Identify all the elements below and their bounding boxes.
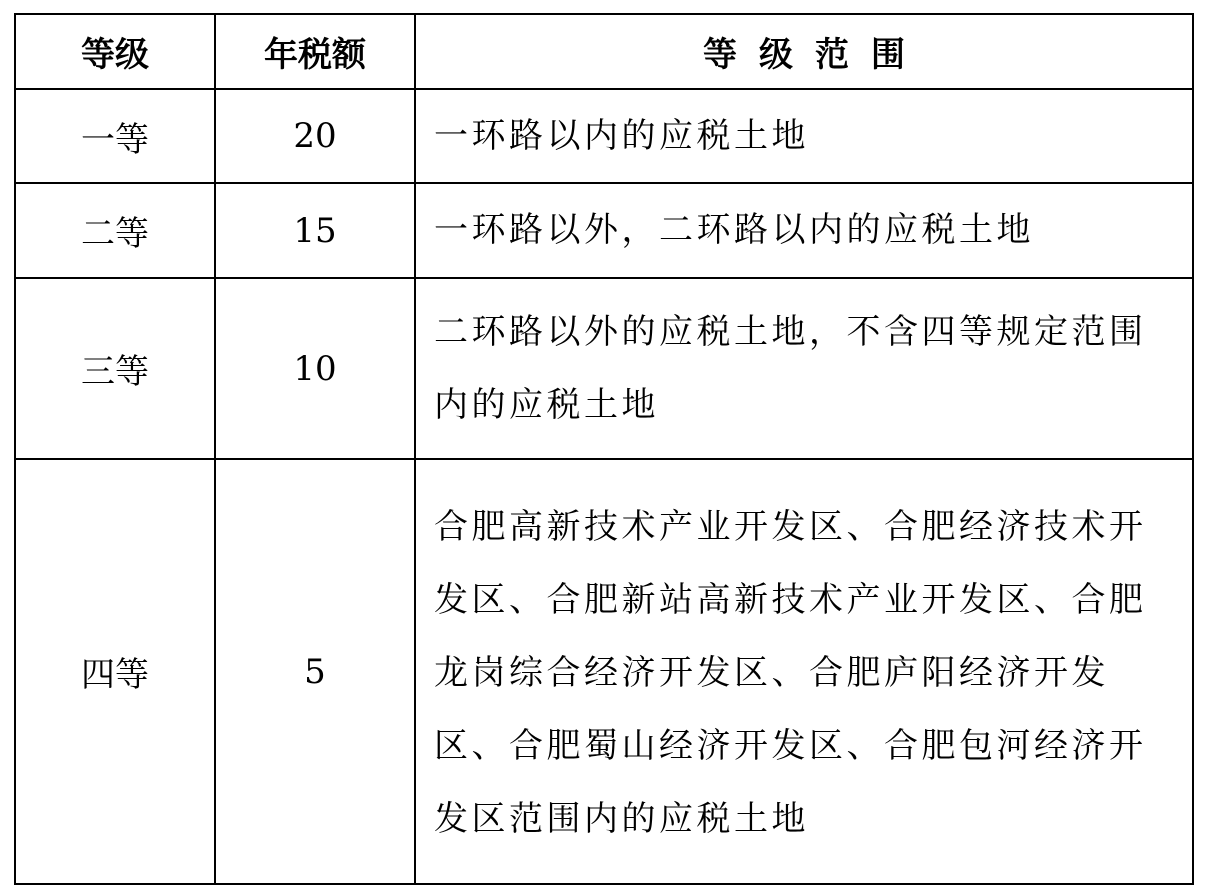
amount-cell: 5 bbox=[215, 459, 415, 884]
header-grade-range: 等级范围 bbox=[415, 14, 1193, 89]
table-row bbox=[15, 183, 1193, 278]
header-annual-tax-amount: 年税额 bbox=[215, 14, 415, 89]
header-grade: 等级 bbox=[15, 14, 215, 89]
table-row bbox=[15, 278, 1193, 459]
range-cell: 一环路以外，二环路以内的应税土地 bbox=[415, 183, 1193, 278]
range-cell: 合肥高新技术产业开发区、合肥经济技术开发区、合肥新站高新技术产业开发区、合肥龙岗综合经济开发区、合肥庐阳经济开发区、合肥蜀山经济开发区、合肥包河经济开发区范围内的应税土地 bbox=[415, 459, 1193, 884]
grade-cell: 一等 bbox=[15, 89, 215, 183]
amount-cell: 15 bbox=[215, 183, 415, 278]
table-row bbox=[15, 459, 1193, 884]
amount-cell: 20 bbox=[215, 89, 415, 183]
grade-cell: 三等 bbox=[15, 278, 215, 459]
tax-grade-table bbox=[14, 13, 1194, 885]
grade-cell: 四等 bbox=[15, 459, 215, 884]
table-row bbox=[15, 89, 1193, 183]
header-row bbox=[15, 14, 1193, 89]
amount-cell: 10 bbox=[215, 278, 415, 459]
range-cell: 一环路以内的应税土地 bbox=[415, 89, 1193, 183]
range-cell: 二环路以外的应税土地，不含四等规定范围内的应税土地 bbox=[415, 278, 1193, 459]
grade-cell: 二等 bbox=[15, 183, 215, 278]
